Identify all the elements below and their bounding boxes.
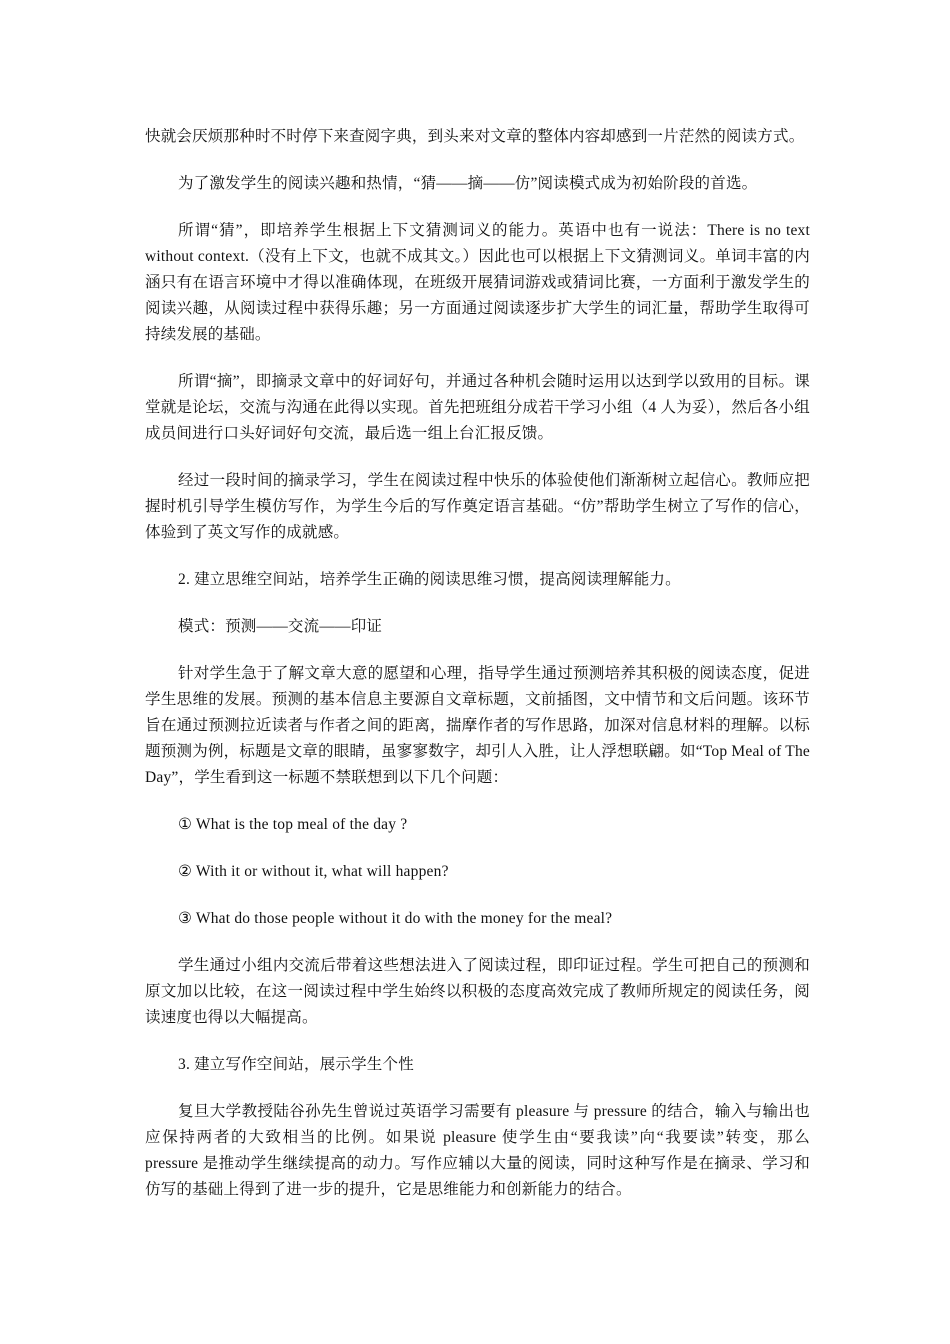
section-heading-2: 2. 建立思维空间站，培养学生正确的阅读思维习惯，提高阅读理解能力。 <box>178 571 681 588</box>
paragraph-pick: 所谓“摘”，即摘录文章中的好词好句，并通过各种机会随时运用以达到学以致用的目标。课堂就是论坛，交流与沟通在此得以实现。首先把班组分成若干学习小组（4 人为妥），然后各小组成员间进行口头好词好句交流，最后选一组上台汇报反馈。 <box>145 373 810 442</box>
paragraph-prediction: 针对学生急于了解文章大意的愿望和心理，指导学生通过预测培养其积极的阅读态度，促进学生思维的发展。预测的基本信息主要源自文章标题，文前插图，文中情节和文后问题。该环节旨在通过预测拉近读者与作者之间的距离，揣摩作者的写作思路，加深对信息材料的理解。以标题预测为例，标题是文章的眼睛，虽寥寥数字，却引人入胜，让人浮想联翩。如“Top Meal of The Day”，学生看到这一标题不禁联想到以下几个问题： <box>145 665 810 786</box>
mode-line: 模式：预测——交流——印证 <box>178 618 383 635</box>
question-item-2: ② With it or without it, what will happen? <box>178 863 449 880</box>
section-heading-3: 3. 建立写作空间站，展示学生个性 <box>178 1056 414 1073</box>
paragraph-imitate: 经过一段时间的摘录学习，学生在阅读过程中快乐的体验使他们渐渐树立起信心。教师应把握时机引导学生模仿写作，为学生今后的写作奠定语言基础。“仿”帮助学生树立了写作的信心，体验到了英文写作的成就感。 <box>145 472 810 541</box>
paragraph-verification: 学生通过小组内交流后带着这些想法进入了阅读过程，即印证过程。学生可把自己的预测和原文加以比较，在这一阅读过程中学生始终以积极的态度高效完成了教师所规定的阅读任务，阅读速度也得以大幅提高。 <box>145 957 810 1026</box>
question-item-3: ③ What do those people without it do with the money for the meal? <box>178 910 613 927</box>
paragraph-writing: 复旦大学教授陆谷孙先生曾说过英语学习需要有 pleasure 与 pressure 的结合，输入与输出也应保持两者的大致相当的比例。如果说 pleasure 使学生由“要我读”向“我要读”转变，那么 pressure 是推动学生继续提高的动力。写作应辅以大量的阅读，同时这种写作是在摘录、学习和仿写的基础上得到了进一步的提升，它是思维能力和创新能力的结合。 <box>145 1103 810 1198</box>
paragraph-guess: 所谓“猜”，即培养学生根据上下文猜测词义的能力。英语中也有一说法：There is no text without context.（没有上下文，也就不成其文。）因此也可以根据上下文猜测词义。单词丰富的内涵只有在语言环境中才得以准确体现，在班级开展猜词游戏或猜词比赛，一方面利于激发学生的阅读兴趣，从阅读过程中获得乐趣；另一方面通过阅读逐步扩大学生的词汇量，帮助学生取得可持续发展的基础。 <box>145 222 810 343</box>
paragraph-continuation: 快就会厌烦那种时不时停下来查阅字典，到头来对文章的整体内容却感到一片茫然的阅读方式。 <box>145 128 805 145</box>
paragraph-guess-pick-imitate: 为了激发学生的阅读兴趣和热情，“猜——摘——仿”阅读模式成为初始阶段的首选。 <box>178 175 758 192</box>
question-item-1: ① What is the top meal of the day ? <box>178 816 408 833</box>
